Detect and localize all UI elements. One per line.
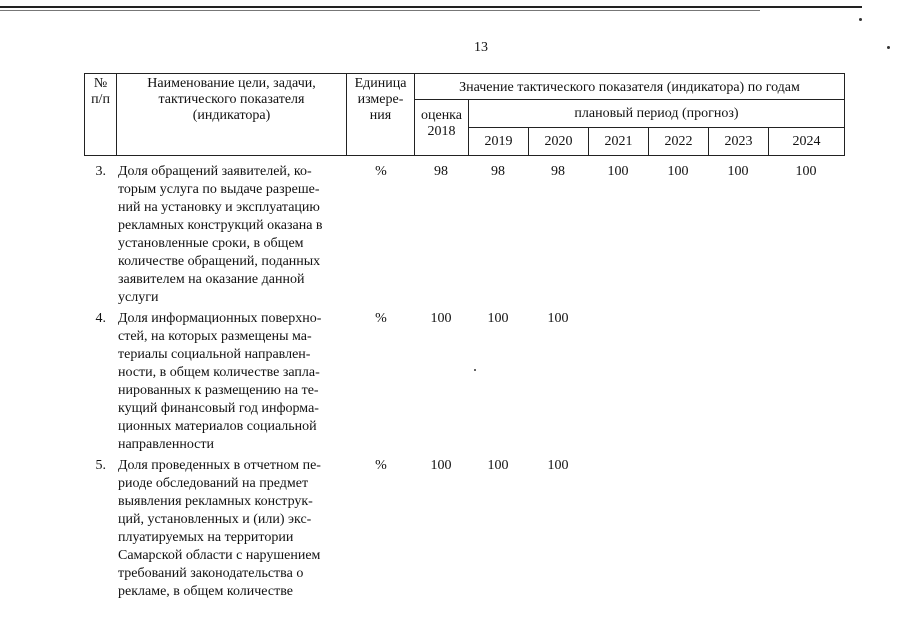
scan-top-rule [0,6,862,8]
row-number: 3. [95,164,106,179]
scan-speck [887,46,890,49]
row-value: 100 [547,458,569,473]
header-col-planned: плановый период (прогноз) [469,100,845,128]
header-col-estimate: оценка 2018 [415,100,469,156]
row-name: Доля обращений заявителей, ко- торым услуга по выдаче разреше- ний на установку и эксплуатацию рекламных конструкций оказана в установленные сроки, в общем количестве обращений, поданных заявителем на оказание данной услуги [118,164,323,305]
row-estimate: 100 [430,311,452,326]
page-number: 13 [474,40,488,55]
header-year: 2022 [649,128,709,156]
row-unit: % [375,164,387,179]
header-year: 2020 [529,128,589,156]
row-unit: % [375,311,387,326]
row-number: 5. [95,458,106,473]
row-value: 100 [667,164,689,179]
row-name: Доля информационных поверхно- стей, на которых размещены ма- териалы социальной направлен- ности, в общем количестве запла- нированных к размещению на те- кущий финансовый год информа- ционных материалов социальной направленности [118,311,322,452]
row-value: 100 [607,164,629,179]
header-year: 2023 [709,128,769,156]
row-value: 100 [487,458,509,473]
header-col-values: Значение тактического показателя (индикатора) по годам [415,74,845,100]
header-year: 2021 [589,128,649,156]
header-col-name: Наименование цели, задачи, тактического показателя (индикатора) [117,74,347,156]
header-col-unit: Единица измере- ния [347,74,415,156]
row-value: 100 [487,311,509,326]
table-header [84,73,845,156]
header-year: 2024 [769,128,845,156]
row-value: 100 [795,164,817,179]
header-col-number: № п/п [85,74,117,156]
scan-speck [474,369,476,371]
row-estimate: 100 [430,458,452,473]
row-value: 98 [491,164,505,179]
row-value: 98 [551,164,565,179]
header-year: 2019 [469,128,529,156]
row-value: 100 [547,311,569,326]
row-value: 100 [727,164,749,179]
row-estimate: 98 [434,164,448,179]
row-number: 4. [95,311,106,326]
scan-speck [859,18,862,21]
scan-top-rule-secondary [0,10,760,11]
row-name: Доля проведенных в отчетном пе- риоде обследований на предмет выявления рекламных конструк- ций, установленных и (или) экс- плуатируемых на территории Самарской области с нарушением требований законодательства о рекламе, в общем количестве [118,458,321,599]
row-unit: % [375,458,387,473]
